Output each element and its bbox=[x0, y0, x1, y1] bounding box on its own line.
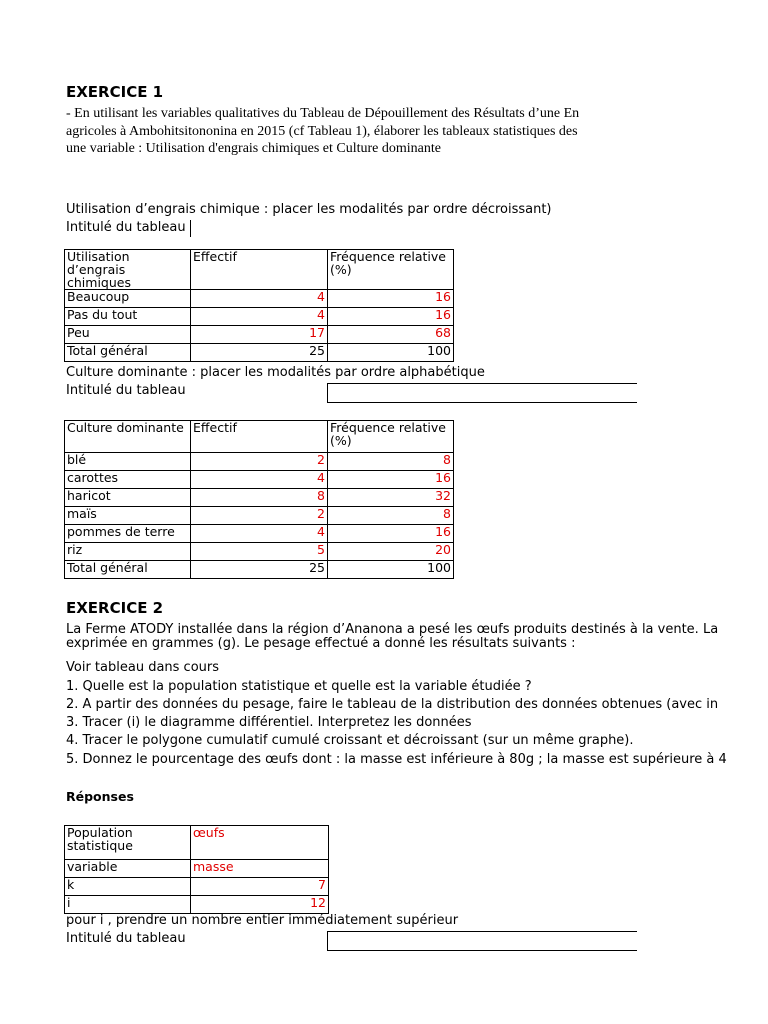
answer-cell[interactable]: œufs bbox=[191, 826, 329, 860]
frequency-cell[interactable]: 16 bbox=[328, 525, 454, 543]
effectif-cell[interactable]: 4 bbox=[191, 471, 328, 489]
fertilizer-table bbox=[64, 249, 454, 362]
frequency-cell[interactable]: 20 bbox=[328, 543, 454, 561]
frequency-cell[interactable]: 8 bbox=[328, 507, 454, 525]
total-frequency-cell[interactable]: 100 bbox=[328, 344, 454, 362]
header-cell: Culture dominante bbox=[65, 421, 191, 453]
answer-cell[interactable]: 12 bbox=[191, 896, 329, 914]
row-label: Peu bbox=[65, 326, 191, 344]
answer-cell[interactable]: 7 bbox=[191, 878, 329, 896]
question-5: 5. Donnez le pourcentage des œufs dont : la masse est inférieure à 80g ; la masse est supérieure à 4 bbox=[66, 752, 727, 767]
frequency-cell[interactable]: 16 bbox=[328, 308, 454, 326]
exercise-1-intro-line-3: une variable : Utilisation d'engrais chimiques et Culture dominante bbox=[66, 141, 441, 156]
table-row bbox=[65, 453, 454, 471]
row-label: Population statistique bbox=[65, 826, 191, 860]
header-cell: Effectif bbox=[191, 250, 328, 290]
table-row bbox=[65, 896, 329, 914]
row-label: haricot bbox=[65, 489, 191, 507]
answer-cell[interactable]: masse bbox=[191, 860, 329, 878]
table-row bbox=[65, 860, 329, 878]
row-label: Pas du tout bbox=[65, 308, 191, 326]
total-effectif-cell[interactable]: 25 bbox=[191, 561, 328, 579]
table-row bbox=[65, 878, 329, 896]
answers-table bbox=[64, 825, 329, 914]
see-table-note: Voir tableau dans cours bbox=[66, 660, 220, 675]
crop-table bbox=[64, 420, 454, 579]
answers-heading: Réponses bbox=[66, 789, 134, 804]
interval-note: pour i , prendre un nombre entier immédiatement supérieur bbox=[66, 913, 459, 928]
effectif-cell[interactable]: 4 bbox=[191, 308, 328, 326]
row-label: maïs bbox=[65, 507, 191, 525]
frequency-cell[interactable]: 16 bbox=[328, 290, 454, 308]
frequency-cell[interactable]: 32 bbox=[328, 489, 454, 507]
exercise-1-intro-line-1: - En utilisant les variables qualitatives du Tableau de Dépouillement des Résultats d’une En bbox=[66, 106, 580, 121]
question-4: 4. Tracer le polygone cumulatif cumulé croissant et décroissant (sur un même graphe). bbox=[66, 733, 634, 748]
table-row bbox=[65, 507, 454, 525]
table-2-caption-label: Intitulé du tableau bbox=[66, 383, 186, 398]
table-header-row bbox=[65, 421, 454, 453]
exercise-2-title: EXERCICE 2 bbox=[66, 599, 164, 617]
row-label: variable bbox=[65, 860, 191, 878]
total-label: Total général bbox=[65, 344, 191, 362]
table-2-caption-input[interactable] bbox=[327, 383, 637, 403]
effectif-cell[interactable]: 2 bbox=[191, 507, 328, 525]
effectif-cell[interactable]: 5 bbox=[191, 543, 328, 561]
frequency-cell[interactable]: 68 bbox=[328, 326, 454, 344]
question-2-label: Culture dominante : placer les modalités par ordre alphabétique bbox=[66, 365, 485, 380]
total-frequency-cell[interactable]: 100 bbox=[328, 561, 454, 579]
frequency-cell[interactable]: 16 bbox=[328, 471, 454, 489]
table-total-row bbox=[65, 561, 454, 579]
header-cell: Utilisation d’engrais chimiques bbox=[65, 250, 191, 290]
table-3-caption-input[interactable] bbox=[327, 931, 637, 951]
header-cell: Fréquence relative (%) bbox=[328, 421, 454, 453]
exercise-2-intro-line-2: exprimée en grammes (g). Le pesage effectué a donné les résultats suivants : bbox=[66, 636, 576, 651]
question-1-label: Utilisation d’engrais chimique : placer les modalités par ordre décroissant) bbox=[66, 202, 552, 217]
row-label: riz bbox=[65, 543, 191, 561]
table-row bbox=[65, 543, 454, 561]
exercise-2-intro-line-1: La Ferme ATODY installée dans la région d’Ananona a pesé les œufs produits destinés à la vente. La bbox=[66, 622, 719, 637]
row-label: k bbox=[65, 878, 191, 896]
total-label: Total général bbox=[65, 561, 191, 579]
frequency-cell[interactable]: 8 bbox=[328, 453, 454, 471]
row-label: blé bbox=[65, 453, 191, 471]
table-row bbox=[65, 326, 454, 344]
question-2: 2. A partir des données du pesage, faire le tableau de la distribution des données obtenues (avec in bbox=[66, 697, 719, 712]
exercise-1-intro-line-2: agricoles à Ambohitsitononina en 2015 (cf Tableau 1), élaborer les tableaux statistiques des bbox=[66, 124, 578, 139]
effectif-cell[interactable]: 8 bbox=[191, 489, 328, 507]
effectif-cell[interactable]: 2 bbox=[191, 453, 328, 471]
header-cell: Fréquence relative (%) bbox=[328, 250, 454, 290]
table-row bbox=[65, 489, 454, 507]
text-cursor[interactable] bbox=[190, 220, 191, 237]
question-1: 1. Quelle est la population statistique et quelle est la variable étudiée ? bbox=[66, 679, 532, 694]
row-label: Beaucoup bbox=[65, 290, 191, 308]
effectif-cell[interactable]: 4 bbox=[191, 290, 328, 308]
table-total-row bbox=[65, 344, 454, 362]
table-row bbox=[65, 525, 454, 543]
header-cell: Effectif bbox=[191, 421, 328, 453]
table-header-row bbox=[65, 250, 454, 290]
effectif-cell[interactable]: 17 bbox=[191, 326, 328, 344]
row-label: pommes de terre bbox=[65, 525, 191, 543]
row-label: i bbox=[65, 896, 191, 914]
question-3: 3. Tracer (i) le diagramme différentiel. Interpretez les données bbox=[66, 715, 472, 730]
table-row bbox=[65, 290, 454, 308]
table-3-caption-label: Intitulé du tableau bbox=[66, 931, 186, 946]
table-row bbox=[65, 308, 454, 326]
table-row bbox=[65, 826, 329, 860]
effectif-cell[interactable]: 4 bbox=[191, 525, 328, 543]
table-row bbox=[65, 471, 454, 489]
total-effectif-cell[interactable]: 25 bbox=[191, 344, 328, 362]
exercise-1-title: EXERCICE 1 bbox=[66, 83, 164, 101]
table-1-caption-label: Intitulé du tableau bbox=[66, 220, 186, 235]
row-label: carottes bbox=[65, 471, 191, 489]
